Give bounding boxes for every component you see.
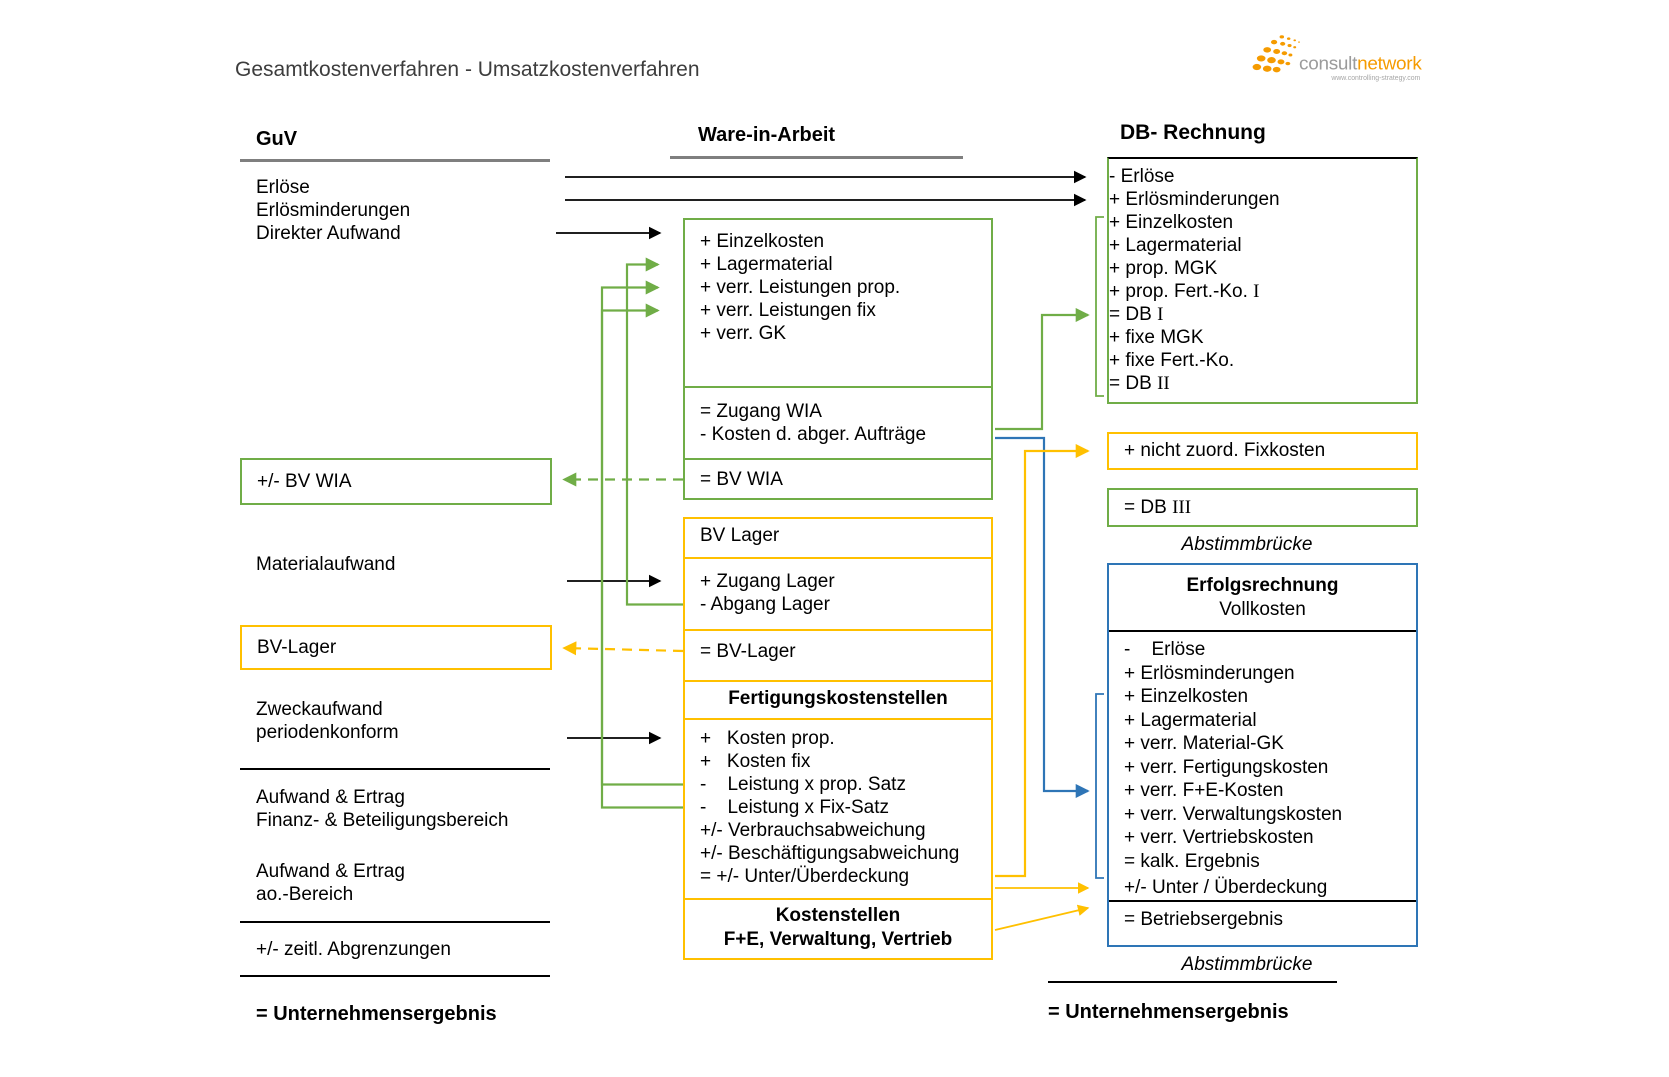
roman-numeral: II bbox=[1157, 373, 1170, 394]
box-row: + verr. Leistungen fix bbox=[700, 300, 876, 321]
box-row: + Zugang Lager bbox=[700, 571, 835, 592]
betriebsergebnis-row: = Betriebsergebnis bbox=[1124, 909, 1283, 930]
db-erfolgsrechnung-box bbox=[1107, 563, 1418, 947]
wia-heading-underline bbox=[670, 156, 963, 159]
box-row: + prop. MGK bbox=[1109, 258, 1218, 279]
roman-numeral: I bbox=[1253, 281, 1260, 302]
box-row: - Erlöse bbox=[1109, 166, 1175, 187]
db-fixkosten-box: + nicht zuord. Fixkosten bbox=[1107, 432, 1418, 470]
bracket-erfolgsrechnung-rows bbox=[1096, 694, 1104, 878]
guv-item: ao.-Bereich bbox=[256, 884, 354, 905]
guv-item: Aufwand & Ertrag bbox=[256, 861, 405, 882]
connector-leistung-fix-to-verr-leistungen-fix bbox=[602, 311, 683, 808]
box-row: = kalk. Ergebnis bbox=[1124, 850, 1260, 872]
arrow-kostenstellen-to-betriebsergebnis bbox=[995, 908, 1088, 930]
box-row: - Leistung x Fix-Satz bbox=[700, 797, 890, 818]
guv-result: = Unternehmensergebnis bbox=[256, 1003, 497, 1025]
db-separator bbox=[1048, 981, 1337, 983]
box-row: BV Lager bbox=[700, 525, 780, 546]
arrow-zugang-wia-to-db1 bbox=[995, 315, 1088, 429]
wia-yellow-sec1 bbox=[685, 519, 991, 557]
guv-item: Zweckaufwand bbox=[256, 699, 383, 720]
box-row: - Leistung x prop. Satz bbox=[700, 774, 906, 795]
db-abstimmbruecke-1: Abstimmbrücke bbox=[1181, 534, 1313, 555]
wia-kostenstellen-header bbox=[685, 898, 991, 958]
guv-item: Finanz- & Beteiligungsbereich bbox=[256, 810, 509, 831]
box-row: + Lagermaterial bbox=[1109, 235, 1242, 256]
db-green-box bbox=[1107, 157, 1418, 404]
box-row: + prop. Fert.-Ko. I bbox=[1109, 281, 1260, 302]
guv-finanzbereich bbox=[256, 786, 508, 832]
section-header: Fertigungskostenstellen bbox=[728, 688, 948, 709]
arrow-bv-lager-dashed bbox=[564, 648, 683, 651]
connector-abgang-lager-to-lagermaterial bbox=[627, 265, 683, 605]
wia-yellow-sec2 bbox=[685, 557, 991, 629]
consultnetwork-logo bbox=[1250, 34, 1422, 88]
guv-heading: GuV bbox=[256, 128, 298, 150]
box-row: + verr. Leistungen prop. bbox=[700, 277, 901, 298]
box-row: + Lagermaterial bbox=[1124, 709, 1257, 731]
logo-text-consult: consult bbox=[1299, 53, 1358, 75]
box-row: + verr. Fertigungskosten bbox=[1124, 756, 1329, 778]
guv-top-items bbox=[256, 176, 410, 245]
wia-yellow-box bbox=[683, 517, 993, 960]
box-row: + Einzelkosten bbox=[1109, 212, 1234, 233]
box-row: + Einzelkosten bbox=[700, 231, 825, 252]
db-abstimmbruecke-2: Abstimmbrücke bbox=[1181, 954, 1313, 975]
logo-dots-icon bbox=[1253, 35, 1300, 72]
box-row: = DB I bbox=[1109, 304, 1164, 325]
erfolgsrechnung-result-sec bbox=[1109, 900, 1416, 945]
wia-green-sec3 bbox=[685, 458, 991, 498]
box-row: + fixe Fert.-Ko. bbox=[1109, 350, 1235, 371]
roman-numeral: III bbox=[1172, 497, 1192, 518]
guv-materialaufwand: Materialaufwand bbox=[256, 554, 396, 575]
guv-zweckaufwand bbox=[256, 698, 399, 744]
box-row: - Kosten d. abger. Aufträge bbox=[700, 424, 927, 445]
box-row: + verr. Verwaltungskosten bbox=[1124, 803, 1343, 825]
page-title: Gesamtkostenverfahren - Umsatzkostenverfahren bbox=[235, 58, 700, 81]
wia-heading: Ware-in-Arbeit bbox=[698, 124, 836, 146]
box-row: = BV WIA bbox=[700, 469, 783, 490]
box-row: + Kosten fix bbox=[700, 751, 811, 772]
box-row: + verr. Material-GK bbox=[1124, 733, 1284, 754]
box-row: = Zugang WIA bbox=[700, 401, 822, 422]
box-row: + Erlösminderungen bbox=[1109, 189, 1280, 210]
wia-green-sec1 bbox=[685, 220, 991, 386]
wia-fertigungskostenstellen-header bbox=[685, 680, 991, 718]
logo-text-network: network bbox=[1357, 53, 1422, 75]
logo-text bbox=[1299, 54, 1422, 75]
wia-yellow-sec5 bbox=[685, 718, 991, 898]
wia-yellow-sec3 bbox=[685, 629, 991, 680]
box-row: + verr. Vertriebskosten bbox=[1124, 827, 1314, 848]
box-row: + fixe MGK bbox=[1109, 327, 1204, 348]
box-row: +/- Unter / Überdeckung bbox=[1124, 877, 1328, 898]
erfolgsrechnung-subtitle: Vollkosten bbox=[1219, 599, 1306, 620]
guv-item: Erlösminderungen bbox=[256, 200, 411, 221]
arrow-ueberdeckung-to-fixkosten bbox=[995, 451, 1088, 876]
box-row: +/- Beschäftigungsabweichung bbox=[700, 843, 960, 864]
box-row: +/- Verbrauchsabweichung bbox=[700, 820, 926, 841]
box-row: + verr. F+E-Kosten bbox=[1124, 780, 1284, 801]
wia-green-box bbox=[683, 218, 993, 500]
db-db3-box: = DB III bbox=[1107, 488, 1418, 527]
guv-bv-wia-box: +/- BV WIA bbox=[240, 458, 552, 505]
guv-separator-2 bbox=[240, 921, 550, 923]
section-header: Kostenstellen bbox=[775, 905, 901, 926]
box-row: = DB II bbox=[1109, 373, 1170, 394]
guv-ao-bereich bbox=[256, 860, 405, 906]
db-heading: DB- Rechnung bbox=[1120, 121, 1266, 144]
guv-item: Aufwand & Ertrag bbox=[256, 787, 405, 808]
guv-abgrenzungen: +/- zeitl. Abgrenzungen bbox=[256, 939, 451, 960]
box-row: + Einzelkosten bbox=[1124, 686, 1249, 707]
wia-green-sec2 bbox=[685, 386, 991, 458]
guv-separator-1 bbox=[240, 768, 550, 770]
roman-numeral: I bbox=[1157, 304, 1164, 325]
guv-heading-underline bbox=[240, 159, 550, 162]
erfolgsrechnung-header bbox=[1109, 565, 1416, 632]
bracket-db-rows bbox=[1096, 217, 1104, 396]
guv-item: Direkter Aufwand bbox=[256, 223, 401, 244]
erfolgsrechnung-rows bbox=[1109, 632, 1416, 900]
guv-item: Erlöse bbox=[256, 177, 310, 198]
guv-item: periodenkonform bbox=[256, 722, 399, 743]
guv-bv-lager-box: BV-Lager bbox=[240, 625, 552, 670]
box-row: - Abgang Lager bbox=[700, 594, 830, 615]
guv-separator-3 bbox=[240, 975, 550, 977]
connector-leistung-prop-to-verr-leistungen-prop bbox=[602, 288, 683, 785]
box-row: - Erlöse bbox=[1124, 639, 1206, 660]
erfolgsrechnung-title: Erfolgsrechnung bbox=[1186, 575, 1339, 596]
box-row: = +/- Unter/Überdeckung bbox=[700, 866, 910, 887]
logo-url: www.controlling-strategy.com bbox=[1331, 74, 1421, 82]
db-result: = Unternehmensergebnis bbox=[1048, 1001, 1289, 1023]
box-row: = BV-Lager bbox=[700, 641, 796, 662]
box-row: + Lagermaterial bbox=[700, 254, 833, 275]
box-row: + Erlösminderungen bbox=[1124, 662, 1295, 684]
connector-abger-auftraege-to-erfolgsrechnung bbox=[995, 438, 1088, 791]
box-row: + Kosten prop. bbox=[700, 728, 835, 749]
section-header: F+E, Verwaltung, Vertrieb bbox=[723, 929, 953, 950]
box-row: + verr. GK bbox=[700, 323, 787, 344]
